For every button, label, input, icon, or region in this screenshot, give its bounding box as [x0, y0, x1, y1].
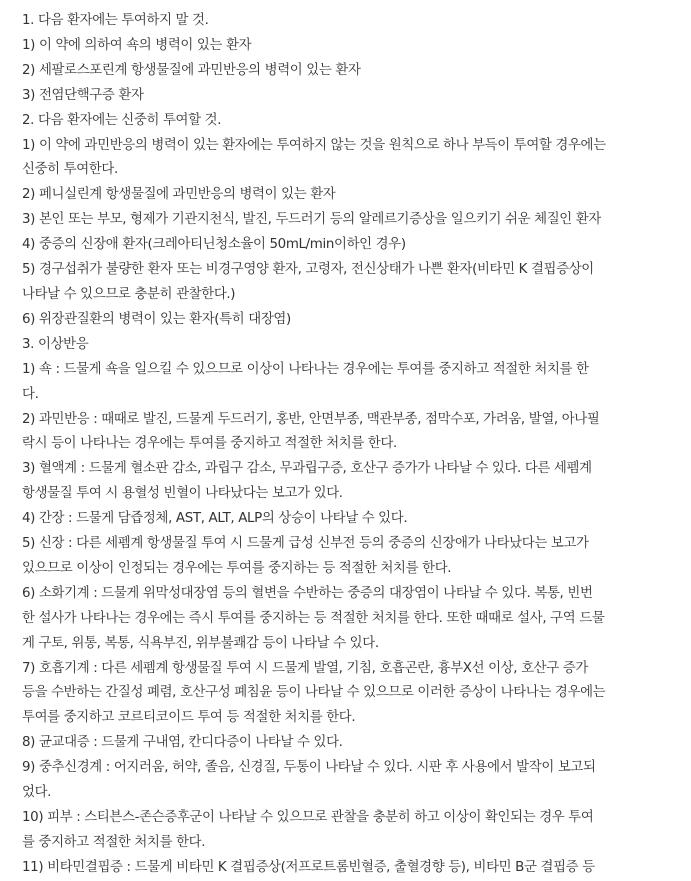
text-line: 었다.	[22, 785, 52, 801]
text-line: 3) 혈액계 : 드물게 혈소판 감소, 과립구 감소, 무과립구증, 호산구 증가가 나타날 수 있다. 다른 세펨계	[22, 461, 592, 477]
text-line: 2) 세팔로스포린계 항생물질에 과민반응의 병력이 있는 환자	[22, 62, 361, 78]
text-line: 4) 중증의 신장애 환자(크레아티닌청소율이 50mL/min이하인 경우)	[22, 237, 406, 253]
text-line: 1) 쇽 : 드물게 쇽을 일으킬 수 있으므로 이상이 나타나는 경우에는 투여를 중지하고 적절한 처치를 한	[22, 361, 589, 377]
text-line: 11) 비타민결핍증 : 드물게 비타민 K 결핍증상(저프로트롬빈혈증, 출혈경향 등), 비타민 B군 결핍증 등	[22, 859, 595, 875]
text-line: 9) 중추신경계 : 어지러움, 허약, 졸음, 신경질, 두통이 나타날 수 있다. 시판 후 사용에서 발작이 보고되	[22, 760, 596, 776]
text-line: 2) 페니실린계 항생물질에 과민반응의 병력이 있는 환자	[22, 187, 336, 203]
section-heading-adverse-reactions: 3. 이상반응	[22, 336, 89, 352]
text-line: 항생물질 투여 시 용혈성 빈혈이 나타났다는 보고가 있다.	[22, 486, 343, 502]
text-line: 5) 신장 : 다른 세펨계 항생물질 투여 시 드물게 급성 신부전 등의 중증의 신장애가 나타났다는 보고가	[22, 536, 589, 552]
text-line: 투여를 중지하고 코르티코이드 투여 등 적절한 처치를 한다.	[22, 710, 356, 726]
document-body	[22, 9, 684, 881]
text-line: 있으므로 이상이 인정되는 경우에는 투여를 중지하는 등 적절한 처치를 한다.	[22, 560, 452, 576]
text-line: 신중히 투여한다.	[22, 162, 118, 178]
text-line: 게 구토, 위통, 복통, 식욕부진, 위부불쾌감 등이 나타날 수 있다.	[22, 635, 379, 651]
text-line: 6) 소화기계 : 드물게 위막성대장염 등의 혈변을 수반하는 중증의 대장염이 나타날 수 있다. 복통, 빈번	[22, 585, 593, 601]
text-line: 6) 위장관질환의 병력이 있는 환자(특히 대장염)	[22, 311, 291, 327]
text-line: 3) 전염단핵구증 환자	[22, 87, 144, 103]
text-line: 2) 과민반응 : 때때로 발진, 드물게 두드러기, 홍반, 안면부종, 맥관부종, 점막수포, 가려움, 발열, 아나필	[22, 411, 600, 427]
text-line: 8) 균교대증 : 드물게 구내염, 칸디다증이 나타날 수 있다.	[22, 735, 343, 751]
text-line: 다.	[22, 386, 39, 402]
text-line: 등을 수반하는 간질성 폐렴, 호산구성 폐침윤 등이 나타날 수 있으므로 이러한 증상이 나타나는 경우에는	[22, 685, 606, 701]
text-line: 1) 이 약에 과민반응의 병력이 있는 환자에는 투여하지 않는 것을 원칙으로 하나 부득이 투여할 경우에는	[22, 137, 606, 153]
text-line: 4) 간장 : 드물게 담즙정체, AST, ALT, ALP의 상승이 나타날 수 있다.	[22, 511, 408, 527]
section-heading-contraindications: 1. 다음 환자에는 투여하지 말 것.	[22, 13, 209, 28]
text-line: 락시 등이 나타나는 경우에는 투여를 중지하고 적절한 처치를 한다.	[22, 436, 397, 452]
section-heading-cautions: 2. 다음 환자에는 신중히 투여할 것.	[22, 112, 222, 128]
text-line: 1) 이 약에 의하여 쇽의 병력이 있는 환자	[22, 37, 252, 53]
text-line: 한 설사가 나타나는 경우에는 즉시 투여를 중지하는 등 적절한 처치를 한다. 또한 때때로 설사, 구역 드물	[22, 610, 605, 626]
text-line: 3) 본인 또는 부모, 형제가 기관지천식, 발진, 두드러기 등의 알레르기증상을 일으키기 쉬운 체질인 환자	[22, 212, 601, 228]
text-line: 나타날 수 있으므로 충분히 관찰한다.)	[22, 286, 236, 302]
text-line: 7) 호흡기계 : 다른 세펨계 항생물질 투여 시 드물게 발열, 기침, 호흡곤란, 흉부X선 이상, 호산구 증가	[22, 660, 588, 676]
text-line: 10) 피부 : 스티븐스-존슨증후군이 나타날 수 있으므로 관찰을 충분히 하고 이상이 확인되는 경우 투여	[22, 810, 594, 825]
text-line: 5) 경구섭취가 불량한 환자 또는 비경구영양 환자, 고령자, 전신상태가 나쁜 환자(비타민 K 결핍증상이	[22, 262, 594, 278]
text-line: 를 중지하고 적절한 처치를 한다.	[22, 834, 206, 850]
